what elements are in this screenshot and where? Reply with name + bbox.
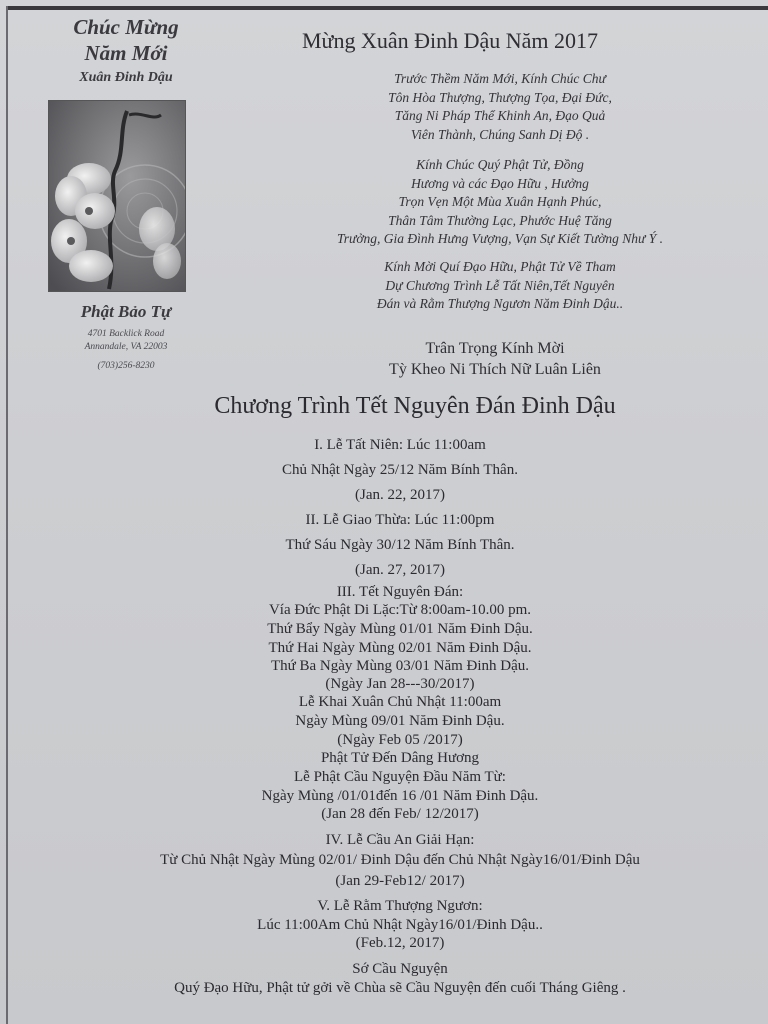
greeting-line: Tăng Ni Pháp Thể Khinh An, Đạo Quả (394, 108, 606, 123)
program-line: Ngày Mùng 09/01 Năm Đinh Dậu. (295, 713, 505, 729)
greeting-line: Thân Tâm Thường Lạc, Phước Huệ Tăng (388, 212, 612, 228)
program-line: Chủ Nhật Ngày 25/12 Năm Bính Thân. (282, 462, 518, 478)
program-line: Lễ Khai Xuân Chủ Nhật 11:00am (298, 694, 502, 710)
program-line: Từ Chủ Nhật Ngày Mùng 02/01/ Đinh Dậu đến Chủ Nhật Ngày16/01/Đinh Dậu (160, 852, 640, 868)
program-line: Thứ Ba Ngày Mùng 03/01 Năm Đinh Dậu. (270, 658, 530, 674)
address-line1: 4701 Backlick Road (87, 329, 165, 339)
greeting-line: Tôn Hòa Thượng, Thượng Tọa, Đại Đức, (388, 89, 612, 105)
greeting-line: Trọn Vẹn Một Mùa Xuân Hạnh Phúc, (398, 194, 602, 209)
page-top-border (6, 6, 768, 10)
program-line: V. Lễ Rằm Thượng Ngươn: (317, 898, 483, 914)
program-line: (Jan. 22, 2017) (355, 487, 445, 503)
greeting-paragraph-2 (300, 156, 700, 249)
greeting-line: Kính Mời Quí Đạo Hữu, Phật Tử Về Tham (384, 259, 616, 274)
program-line: III. Tết Nguyên Đán: (336, 584, 464, 600)
program-line: Thứ Hai Ngày Mùng 02/01 Năm Đinh Dậu. (268, 640, 532, 656)
program-line: Phật Tử Đến Dâng Hương (320, 750, 480, 766)
program-line: (Feb.12, 2017) (355, 935, 445, 951)
program-line: Vía Đức Phật Di Lặc:Từ 8:00am-10.00 pm. (268, 602, 532, 618)
program-line: Ngày Mùng /01/01đến 16 /01 Năm Đinh Dậu. (261, 788, 539, 804)
invitation-signature (345, 338, 645, 380)
program-line: (Ngày Feb 05 /2017) (337, 732, 463, 748)
program-line: (Ngày Jan 28---30/2017) (325, 676, 475, 692)
greeting-line: Trước Thềm Năm Mới, Kính Chúc Chư (394, 71, 606, 86)
program-line: (Jan 28 đến Feb/ 12/2017) (321, 806, 479, 822)
program-line: Thứ Bẩy Ngày Mùng 01/01 Năm Đinh Dậu. (267, 621, 533, 637)
greeting-line: Kính Chúc Quý Phật Tử, Đồng (416, 157, 584, 172)
greeting-line: Dự Chương Trình Lễ Tất Niên,Tết Nguyên (385, 277, 615, 293)
page-left-border (6, 6, 8, 1024)
program-title: Chương Trình Tết Nguyên Đán Đinh Dậu (214, 393, 616, 419)
program-line: (Jan. 27, 2017) (355, 562, 445, 578)
orchid-image-icon (49, 101, 185, 291)
program-line: Lúc 11:00Am Chủ Nhật Ngày16/01/Đinh Dậu.. (257, 917, 543, 933)
program-line: IV. Lễ Cầu An Giải Hạn: (325, 832, 475, 848)
greeting-paragraph-3 (300, 258, 700, 314)
invite-line1: Trân Trọng Kính Mời (425, 340, 565, 357)
greeting-line: Viên Thành, Chúng Sanh Dị Độ . (410, 126, 590, 142)
program-line: I. Lễ Tất Niên: Lúc 11:00am (314, 437, 486, 453)
temple-phone: (703)256-8230 (97, 361, 155, 371)
temple-address (40, 328, 212, 354)
greeting-paragraph-1 (300, 70, 700, 144)
program-line: Lễ Phật Cầu Nguyện Đầu Năm Từ: (294, 769, 506, 785)
program-line: II. Lễ Giao Thừa: Lúc 11:00pm (305, 512, 495, 528)
greeting-line: Hương và các Đạo Hữu , Hưởng (411, 175, 589, 191)
sidebar-subtitle: Xuân Đinh Dậu (79, 70, 173, 85)
invite-line2: Tỳ Kheo Ni Thích Nữ Luân Liên (389, 361, 601, 378)
sidebar-title-line1: Chúc Mừng (73, 15, 179, 39)
page-title: Mừng Xuân Đinh Dậu Năm 2017 (301, 28, 599, 53)
address-line2: Annandale, VA 22003 (84, 342, 168, 352)
program-line: Thứ Sáu Ngày 30/12 Năm Bính Thân. (285, 537, 515, 553)
program-line: Sớ Cầu Nguyện (352, 961, 448, 977)
temple-name: Phật Bảo Tự (80, 302, 172, 321)
greeting-line: Đán và Rằm Thượng Ngươn Năm Đinh Dậu.. (376, 296, 624, 311)
program-line: (Jan 29-Feb12/ 2017) (335, 873, 465, 889)
greeting-line: Trưởng, Gia Đình Hưng Vượng, Vạn Sự Kiết Tường Như Ý . (336, 231, 664, 246)
sidebar-greeting (40, 14, 212, 86)
orchid-photo (48, 100, 186, 292)
program-line: Quý Đạo Hữu, Phật tử gởi về Chùa sẽ Cầu Nguyện đến cuối Tháng Giêng . (174, 980, 626, 996)
sidebar-title-line2: Năm Mới (84, 41, 168, 65)
